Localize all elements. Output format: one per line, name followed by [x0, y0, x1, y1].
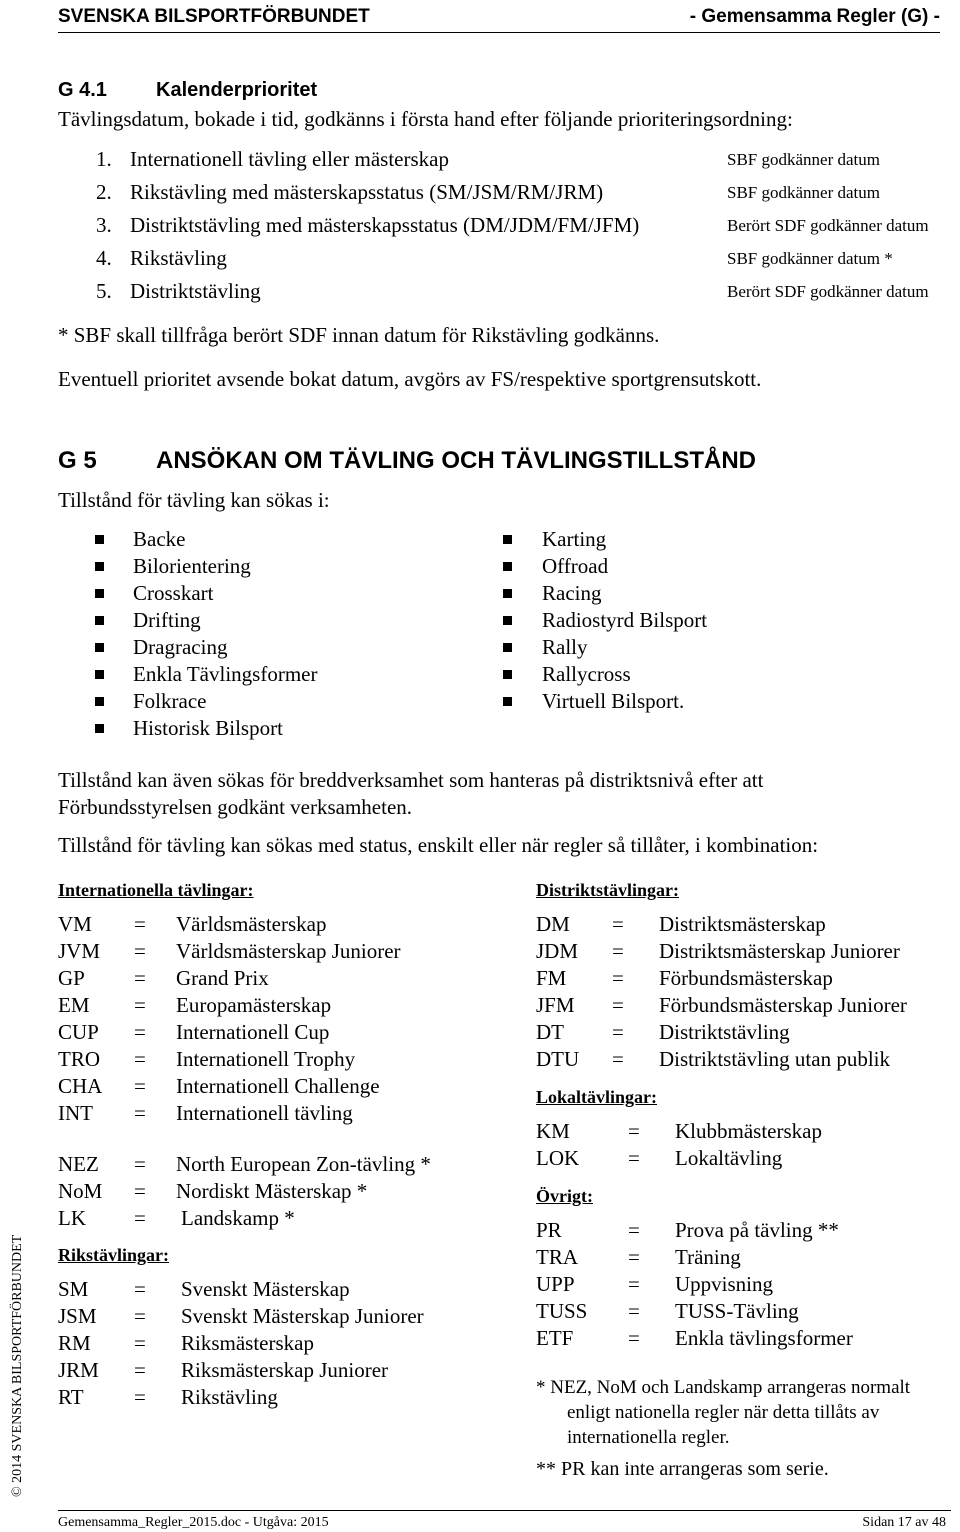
description: Europamästerskap: [176, 993, 332, 1017]
description: Grand Prix: [176, 966, 269, 990]
bullet-icon: [95, 670, 104, 679]
description: Världsmästerskap: [176, 912, 327, 936]
g41-note-2: Eventuell prioritet avsende bokat datum, avgörs av FS/respektive sportgrensutskott.: [58, 367, 762, 391]
list-item: Virtuell Bilsport.: [542, 689, 685, 713]
description: Internationell Cup: [176, 1020, 330, 1044]
g5-paragraph: Tillstånd kan även sökas för breddverksamhet som hanteras på distriktsnivå efter att: [58, 768, 764, 792]
description: Uppvisning: [675, 1272, 774, 1296]
section-title-g41: Kalenderprioritet: [156, 79, 318, 101]
equals: =: [612, 966, 624, 990]
g5-paragraph-2: Tillstånd för tävling kan sökas med status, enskilt eller när regler så tillåter, i kombination:: [58, 833, 819, 857]
description: Rikstävling: [181, 1385, 278, 1409]
description: Internationell tävling: [176, 1101, 353, 1125]
equals: =: [612, 993, 624, 1017]
priority-text: Distriktstävling med mästerskapsstatus (DM/JDM/FM/JFM): [130, 213, 640, 237]
equals: =: [134, 1179, 146, 1203]
abbr: RM: [58, 1331, 91, 1355]
description: Träning: [675, 1245, 741, 1269]
list-item: Offroad: [542, 554, 609, 578]
list-item: Crosskart: [133, 581, 214, 605]
equals: =: [134, 1206, 146, 1230]
bullet-icon: [503, 589, 512, 598]
equals: =: [134, 1358, 146, 1382]
priority-number: 1.: [96, 147, 112, 171]
equals: =: [134, 1304, 146, 1328]
abbr: LOK: [536, 1146, 580, 1170]
description: Riksmästerskap: [181, 1331, 314, 1355]
equals: =: [134, 1074, 146, 1098]
bullet-icon: [95, 589, 104, 598]
bullet-icon: [503, 670, 512, 679]
equals: =: [628, 1146, 640, 1170]
header-rule: [58, 32, 940, 33]
description: Förbundsmästerskap: [659, 966, 833, 990]
equals: =: [134, 1277, 146, 1301]
bullet-icon: [503, 562, 512, 571]
copyright-vertical: © 2014 SVENSKA BILSPORTFÖRBUNDET: [10, 1234, 25, 1497]
description: Landskamp *: [181, 1206, 295, 1230]
abbr: RT: [58, 1385, 84, 1409]
header-section: - Gemensamma Regler (G) -: [689, 6, 940, 27]
abbr: VM: [58, 912, 92, 936]
footer-page-number: Sidan 17 av 48: [862, 1515, 946, 1530]
bullet-icon: [95, 697, 104, 706]
equals: =: [628, 1245, 640, 1269]
footer-rule: [58, 1510, 951, 1511]
section-title-g5: ANSÖKAN OM TÄVLING OCH TÄVLINGSTILLSTÅND: [156, 447, 756, 474]
g41-intro: Tävlingsdatum, bokade i tid, godkänns i första hand efter följande prioriteringsordning:: [58, 107, 793, 131]
footer-file: Gemensamma_Regler_2015.doc - Utgåva: 2015: [58, 1515, 329, 1530]
list-item: Karting: [542, 527, 607, 551]
abbr: JFM: [536, 993, 575, 1017]
list-item: Historisk Bilsport: [133, 716, 283, 740]
equals: =: [612, 939, 624, 963]
list-item: Rally: [542, 635, 588, 659]
equals: =: [612, 1047, 624, 1071]
abbr: JDM: [536, 939, 579, 963]
abbr: KM: [536, 1119, 570, 1143]
description: Internationell Trophy: [176, 1047, 356, 1071]
list-item: Enkla Tävlingsformer: [133, 662, 318, 686]
equals: =: [134, 966, 146, 990]
district-title: Distriktstävlingar:: [536, 880, 679, 900]
list-item: Dragracing: [133, 635, 228, 659]
bullet-icon: [95, 643, 104, 652]
international-title: Internationella tävlingar:: [58, 880, 254, 900]
abbr: PR: [536, 1218, 562, 1242]
priority-number: 3.: [96, 213, 112, 237]
list-item: Drifting: [133, 608, 201, 632]
description: Lokaltävling: [675, 1146, 783, 1170]
priority-approval: SBF godkänner datum: [727, 183, 880, 202]
equals: =: [612, 912, 624, 936]
abbr: CHA: [58, 1074, 103, 1098]
priority-number: 5.: [96, 279, 112, 303]
abbr: DTU: [536, 1047, 580, 1071]
description: Prova på tävling **: [675, 1218, 839, 1242]
abbr: JVM: [58, 939, 101, 963]
bullet-icon: [503, 643, 512, 652]
bullet-icon: [95, 535, 104, 544]
priority-text: Rikstävling: [130, 246, 227, 270]
list-item: Rallycross: [542, 662, 631, 686]
equals: =: [628, 1299, 640, 1323]
priority-approval: SBF godkänner datum *: [727, 249, 893, 268]
equals: =: [134, 1385, 146, 1409]
description: Svenskt Mästerskap Juniorer: [181, 1304, 424, 1328]
bullet-icon: [503, 697, 512, 706]
equals: =: [612, 1020, 624, 1044]
description: Internationell Challenge: [176, 1074, 380, 1098]
abbr: TUSS: [536, 1299, 588, 1323]
g41-note: * SBF skall tillfråga berört SDF innan datum för Rikstävling godkänns.: [58, 323, 660, 347]
list-item: Folkrace: [133, 689, 207, 713]
footnote-pr: ** PR kan inte arrangeras som serie.: [536, 1458, 829, 1480]
abbr: UPP: [536, 1272, 575, 1296]
list-item: Bilorientering: [133, 554, 251, 578]
abbr: DM: [536, 912, 570, 936]
abbr: NEZ: [58, 1152, 99, 1176]
abbr: ETF: [536, 1326, 574, 1350]
priority-number: 2.: [96, 180, 112, 204]
list-item: Radiostyrd Bilsport: [542, 608, 708, 632]
equals: =: [134, 1101, 146, 1125]
priority-text: Internationell tävling eller mästerskap: [130, 147, 449, 171]
equals: =: [628, 1218, 640, 1242]
header-org: SVENSKA BILSPORTFÖRBUNDET: [58, 6, 370, 27]
equals: =: [134, 1152, 146, 1176]
bullet-icon: [503, 535, 512, 544]
bullet-icon: [95, 616, 104, 625]
list-item: Backe: [133, 527, 186, 551]
description: Riksmästerskap Juniorer: [181, 1358, 389, 1382]
abbr: EM: [58, 993, 90, 1017]
description: Förbundsmästerskap Juniorer: [659, 993, 907, 1017]
bullet-icon: [95, 724, 104, 733]
equals: =: [134, 939, 146, 963]
abbr: LK: [58, 1206, 86, 1230]
description: Distriktstävling utan publik: [659, 1047, 890, 1071]
footnote-nez-cont: internationella regler.: [567, 1427, 730, 1448]
abbr: JRM: [58, 1358, 99, 1382]
description: Distriktstävling: [659, 1020, 790, 1044]
abbr: GP: [58, 966, 85, 990]
list-item: Racing: [542, 581, 602, 605]
equals: =: [134, 993, 146, 1017]
description: North European Zon-tävling *: [176, 1152, 431, 1176]
description: Klubbmästerskap: [675, 1119, 822, 1143]
abbr: DT: [536, 1020, 564, 1044]
description: Världsmästerskap Juniorer: [176, 939, 401, 963]
equals: =: [628, 1326, 640, 1350]
abbr: JSM: [58, 1304, 97, 1328]
equals: =: [134, 1331, 146, 1355]
priority-approval: Berört SDF godkänner datum: [727, 216, 929, 235]
description: Distriktsmästerskap: [659, 912, 826, 936]
national-title: Rikstävlingar:: [58, 1245, 170, 1265]
description: TUSS-Tävling: [675, 1299, 799, 1323]
equals: =: [134, 1047, 146, 1071]
equals: =: [134, 1020, 146, 1044]
g5-intro: Tillstånd för tävling kan sökas i:: [58, 488, 330, 512]
abbr: TRA: [536, 1245, 578, 1269]
section-number-g41: G 4.1: [58, 79, 107, 101]
equals: =: [134, 912, 146, 936]
footnote-nez: * NEZ, NoM och Landskamp arrangeras normalt: [536, 1377, 911, 1398]
abbr: NoM: [58, 1179, 103, 1203]
abbr: TRO: [58, 1047, 100, 1071]
priority-number: 4.: [96, 246, 112, 270]
abbr: FM: [536, 966, 567, 990]
priority-approval: SBF godkänner datum: [727, 150, 880, 169]
abbr: INT: [58, 1101, 93, 1125]
priority-text: Distriktstävling: [130, 279, 261, 303]
description: Nordiskt Mästerskap *: [176, 1179, 368, 1203]
priority-text: Rikstävling med mästerskapsstatus (SM/JSM/RM/JRM): [130, 180, 604, 204]
local-title: Lokaltävlingar:: [536, 1087, 658, 1107]
description: Distriktsmästerskap Juniorer: [659, 939, 900, 963]
g5-paragraph: Förbundsstyrelsen godkänt verksamheten.: [58, 795, 413, 819]
abbr: CUP: [58, 1020, 99, 1044]
description: Enkla tävlingsformer: [675, 1326, 853, 1350]
other-title: Övrigt:: [536, 1186, 593, 1206]
abbr: SM: [58, 1277, 89, 1301]
priority-approval: Berört SDF godkänner datum: [727, 282, 929, 301]
description: Svenskt Mästerskap: [181, 1277, 350, 1301]
footnote-nez-cont: enligt nationella regler när detta tillåts av: [567, 1402, 880, 1423]
section-number-g5: G 5: [58, 447, 97, 474]
equals: =: [628, 1119, 640, 1143]
equals: =: [628, 1272, 640, 1296]
bullet-icon: [503, 616, 512, 625]
bullet-icon: [95, 562, 104, 571]
